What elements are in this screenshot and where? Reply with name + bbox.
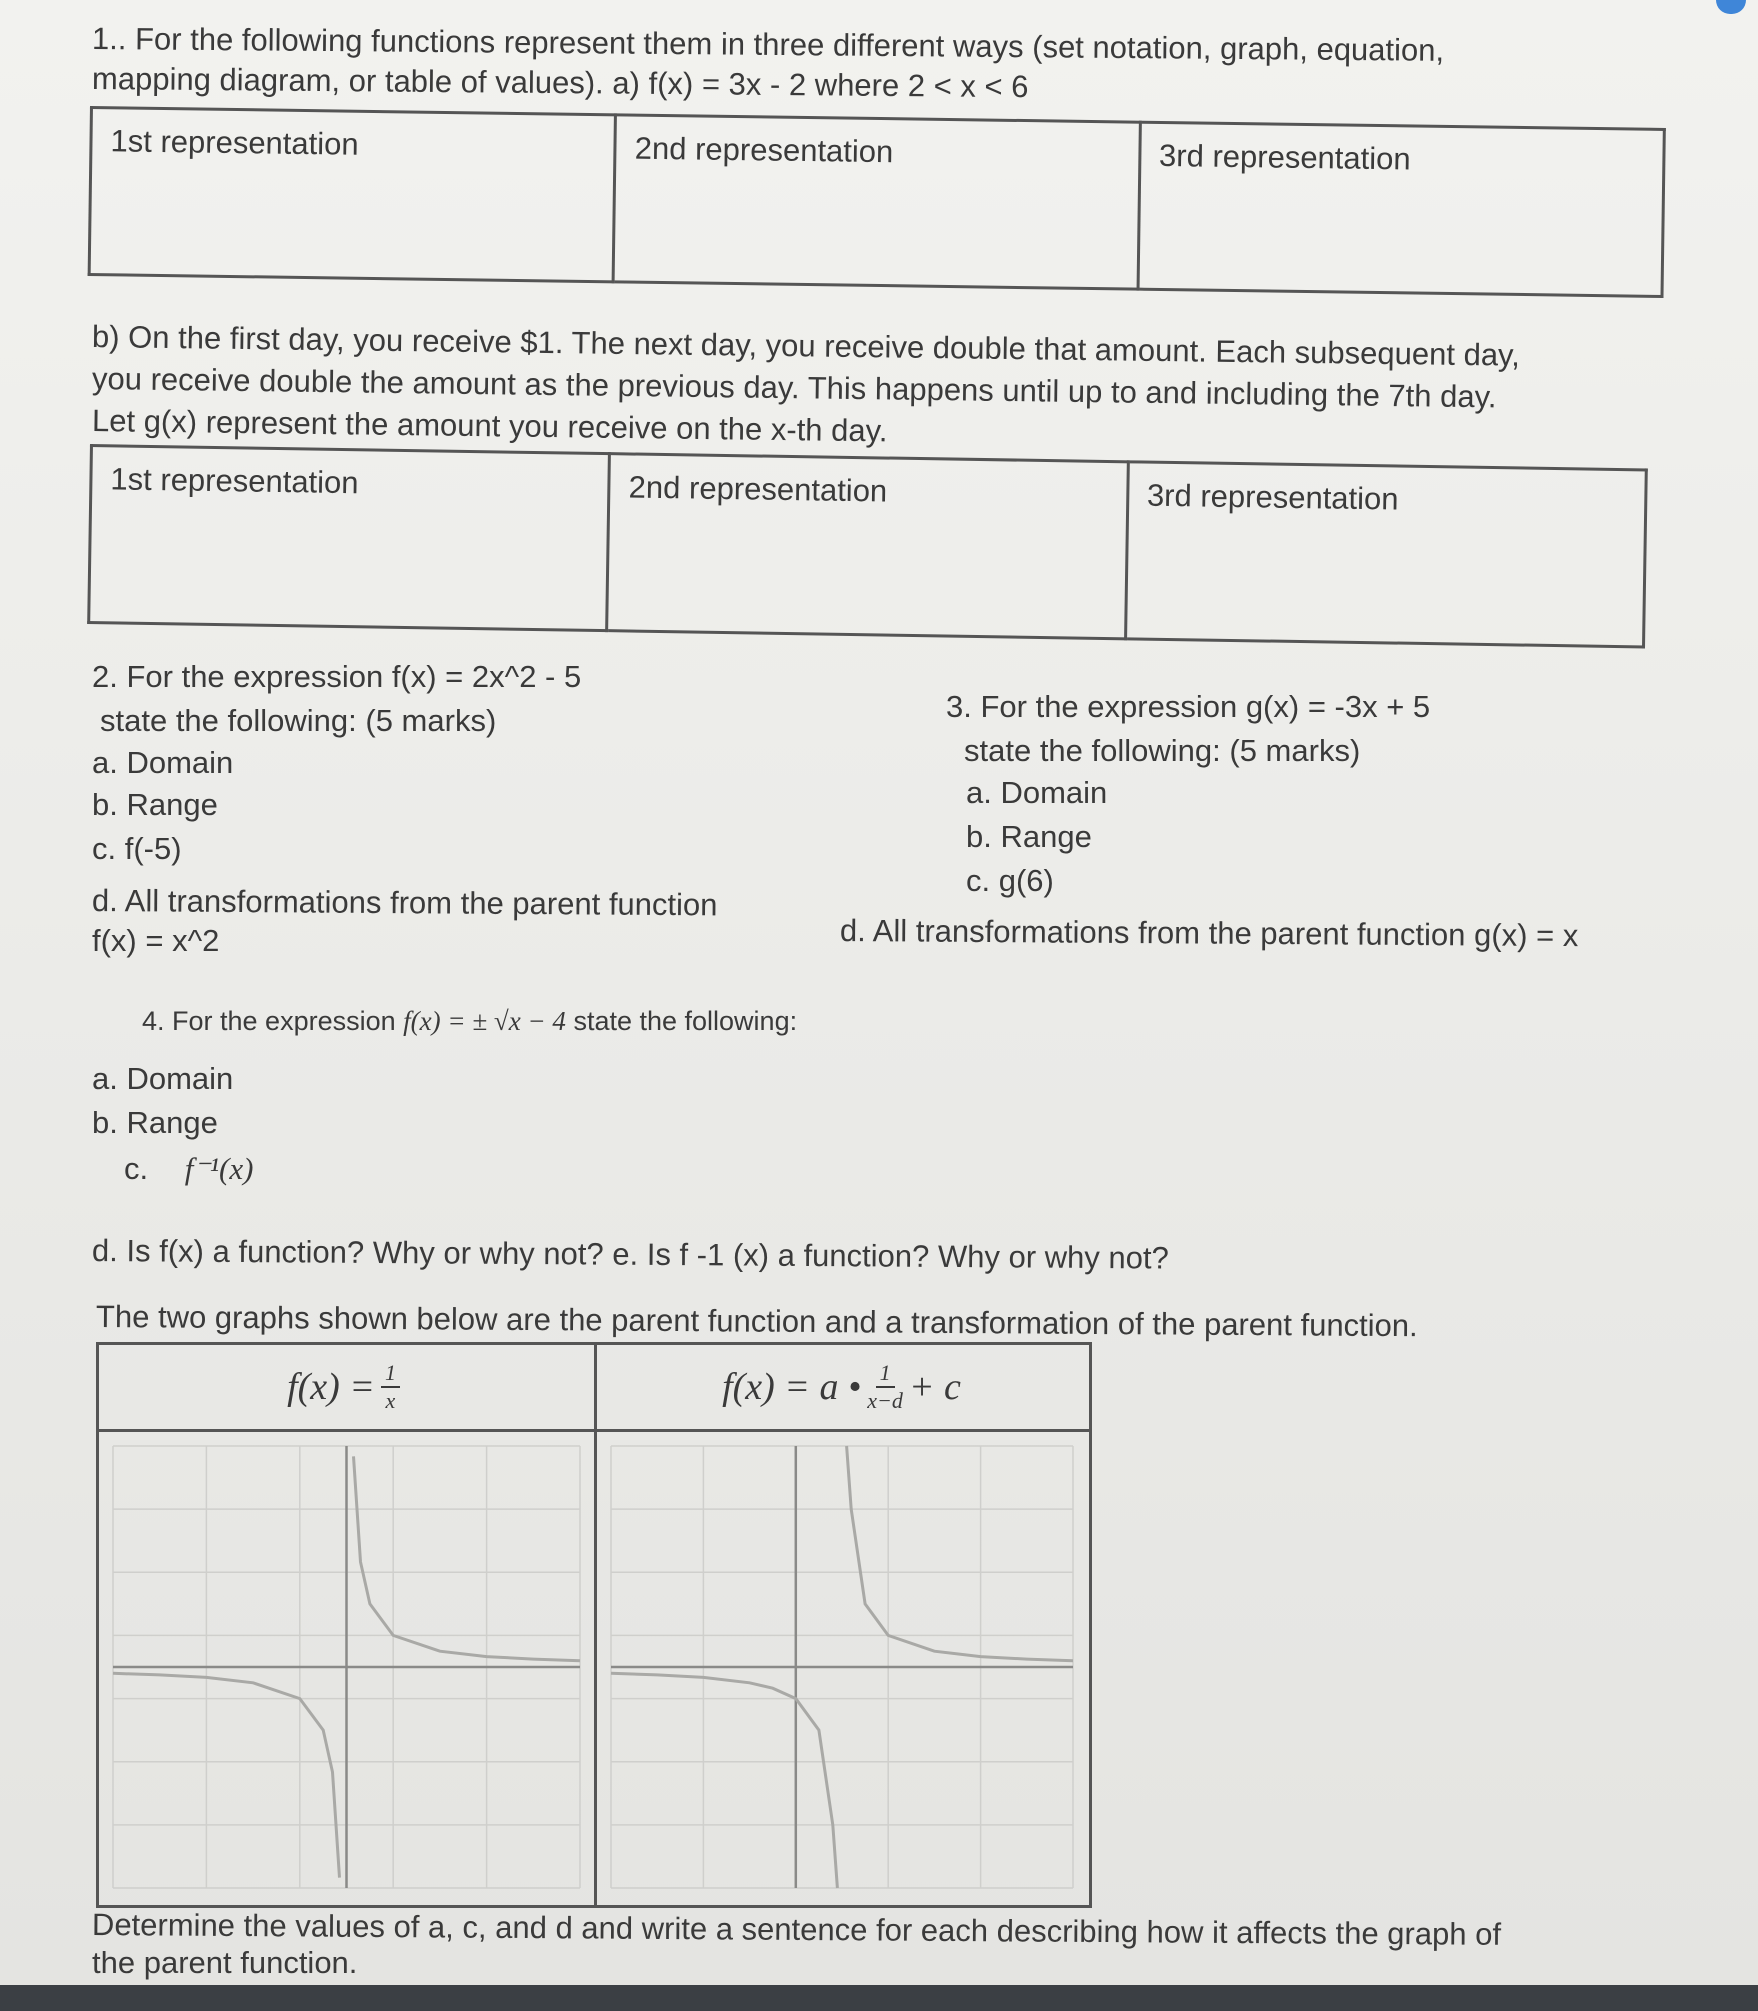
- q4-title-suffix: state the following:: [573, 1006, 798, 1036]
- q1b-cell-3[interactable]: 3rd representation: [1125, 462, 1646, 647]
- q1b-representation-table: [87, 444, 1648, 648]
- q4-inverse-expression: f⁻¹(x): [184, 1151, 254, 1186]
- q1a-representation-table: [88, 106, 1666, 298]
- transformed-graph-curve-1: [611, 1673, 837, 1888]
- q4-inverse-label: c.: [124, 1151, 149, 1186]
- right-header-lhs: f(x) = a •: [722, 1366, 862, 1408]
- left-graph-header: [99, 1345, 594, 1429]
- q3-title: 3. For the expression g(x) = -3x + 5: [946, 689, 1431, 724]
- transformed-graph-curve-2: [847, 1446, 1073, 1661]
- right-frac-den: x−d: [867, 1388, 903, 1413]
- q2-parent-function: f(x) = x^2: [92, 923, 220, 958]
- q2-title: 2. For the expression f(x) = 2x^2 - 5: [92, 659, 582, 694]
- q2-instruction: state the following: (5 marks): [100, 703, 497, 738]
- q1a-cell-2[interactable]: 2nd representation: [613, 115, 1140, 289]
- q2-domain: a. Domain: [92, 745, 234, 780]
- conclusion-line2: the parent function.: [92, 1945, 358, 1980]
- q2-evaluate: c. f(-5): [92, 831, 182, 866]
- q4-inverse: [124, 1148, 253, 1190]
- right-header-rhs: + c: [908, 1366, 961, 1408]
- q4-expression: f(x) = ± √x − 4: [403, 1006, 566, 1036]
- q4-title: [142, 1000, 797, 1042]
- screen-bottom-edge: [0, 1985, 1758, 2011]
- graphs-intro: The two graphs shown below are the parent function and a transformation of the parent function.: [95, 1299, 1418, 1344]
- q1b-line1: b) On the first day, you receive $1. The next day, you receive double that amount. Each subsequent day,: [91, 319, 1521, 373]
- left-frac-num: 1: [381, 1360, 400, 1388]
- left-header-lhs: f(x) =: [287, 1366, 375, 1408]
- left-header-fraction: [381, 1360, 400, 1414]
- q3-evaluate: c. g(6): [966, 863, 1054, 898]
- q4-domain: a. Domain: [92, 1061, 234, 1096]
- q3-transformations: d. All transformations from the parent function g(x) = x: [839, 913, 1579, 954]
- right-header-fraction: [867, 1360, 903, 1414]
- q4-range: b. Range: [92, 1105, 218, 1140]
- q1b-line2: you receive double the amount as the previous day. This happens until up to and including the 7th day.: [91, 361, 1497, 415]
- transformed-function-graph: [597, 1432, 1087, 1902]
- q3-range: b. Range: [966, 819, 1092, 854]
- q1b-line3: Let g(x) represent the amount you receive on the x-th day.: [91, 403, 888, 449]
- q4-title-prefix: 4. For the expression: [142, 1006, 396, 1036]
- q4-function-questions: d. Is f(x) a function? Why or why not? e. Is f -1 (x) a function? Why or why not?: [91, 1233, 1169, 1276]
- conclusion-line1: Determine the values of a, c, and d and write a sentence for each describing how it affects the graph of: [91, 1907, 1502, 1952]
- q3-instruction: state the following: (5 marks): [964, 733, 1361, 768]
- corner-indicator: [1716, 0, 1746, 14]
- graph-comparison-table: [96, 1342, 1092, 1908]
- q1a-cell-1[interactable]: 1st representation: [89, 108, 616, 282]
- q2-transformations: d. All transformations from the parent function: [91, 883, 718, 923]
- right-graph-header: [594, 1345, 1089, 1429]
- left-frac-den: x: [385, 1388, 396, 1413]
- q1-intro-line1: 1.. For the following functions represent them in three different ways (set notation, graph, equation,: [91, 21, 1445, 68]
- q1a-cell-3[interactable]: 3rd representation: [1138, 122, 1665, 296]
- right-frac-num: 1: [876, 1360, 895, 1388]
- q1-intro-line2: mapping diagram, or table of values). a) f(x) = 3x - 2 where 2 < x < 6: [91, 61, 1029, 105]
- parent-function-graph: [99, 1432, 594, 1902]
- q2-range: b. Range: [92, 787, 218, 822]
- parent-graph-curve-2: [113, 1673, 340, 1877]
- q1b-cell-2[interactable]: 2nd representation: [607, 454, 1128, 639]
- q3-domain: a. Domain: [966, 775, 1108, 810]
- q1b-cell-1[interactable]: 1st representation: [89, 446, 610, 631]
- parent-graph-curve-1: [354, 1456, 581, 1660]
